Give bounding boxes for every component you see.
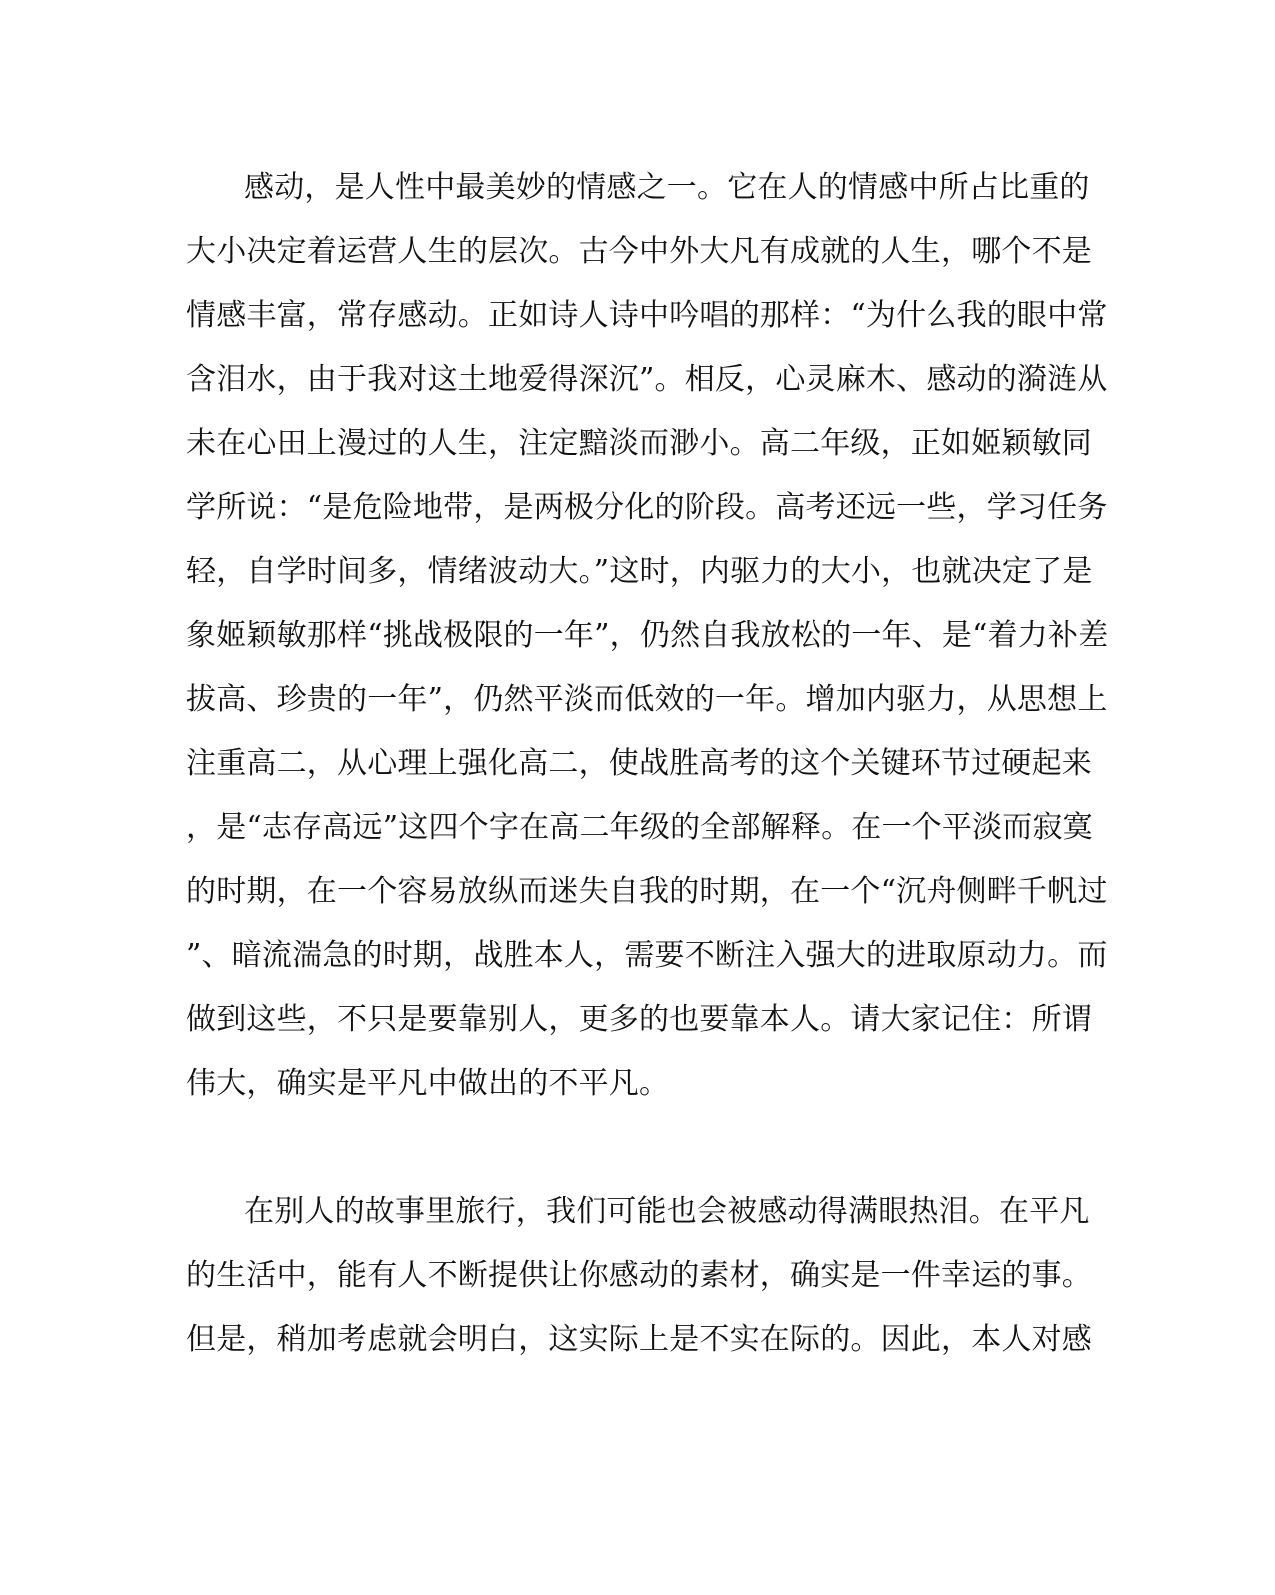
text-line: 但是，稍加考虑就会明白，这实际上是不实在际的。因此，本人对感 <box>186 1322 1092 1357</box>
text-line: 拔高、珍贵的一年”，仍然平淡而低效的一年。增加内驱力，从思想上 <box>186 682 1108 717</box>
text-line: ”、暗流湍急的时期，战胜本人，需要不断注入强大的进取原动力。而 <box>186 938 1108 973</box>
text-line: 的时期，在一个容易放纵而迷失自我的时期，在一个“沉舟侧畔千帆过 <box>186 874 1108 909</box>
text-line: 象姬颖敏那样“挑战极限的一年”，仍然自我放松的一年、是“着力补差 <box>186 618 1109 653</box>
text-line: 的生活中，能有人不断提供让你感动的素材，确实是一件幸运的事。 <box>186 1258 1092 1293</box>
text-line: 注重高二，从心理上强化高二，使战胜高考的这个关键环节过硬起来 <box>186 746 1092 781</box>
paragraph-1 <box>186 156 1109 1116</box>
text-line: 情感丰富，常存感动。正如诗人诗中吟唱的那样：“为什么我的眼中常 <box>186 298 1108 333</box>
text-line: 在别人的故事里旅行，我们可能也会被感动得满眼热泪。在平凡 <box>244 1194 1090 1229</box>
text-line: 含泪水，由于我对这土地爱得深沉”。相反，心灵麻木、感动的漪涟从 <box>186 362 1108 397</box>
text-line: 伟大，确实是平凡中做出的不平凡。 <box>186 1066 670 1101</box>
text-line: 做到这些，不只是要靠别人，更多的也要靠本人。请大家记住：所谓 <box>186 1002 1092 1037</box>
paragraph-2 <box>186 1180 1092 1372</box>
text-line: 大小决定着运营人生的层次。古今中外大凡有成就的人生，哪个不是 <box>186 234 1092 269</box>
text-line: 感动，是人性中最美妙的情感之一。它在人的情感中所占比重的 <box>244 170 1090 205</box>
text-line: 未在心田上漫过的人生，注定黯淡而渺小。高二年级，正如姬颖敏同 <box>186 426 1092 461</box>
text-line: ，是“志存高远”这四个字在高二年级的全部解释。在一个平淡而寂寞 <box>186 810 1093 845</box>
text-line: 轻，自学时间多，情绪波动大。”这时，内驱力的大小，也就决定了是 <box>186 554 1093 589</box>
text-line: 学所说：“是危险地带，是两极分化的阶段。高考还远一些，学习任务 <box>186 490 1108 525</box>
